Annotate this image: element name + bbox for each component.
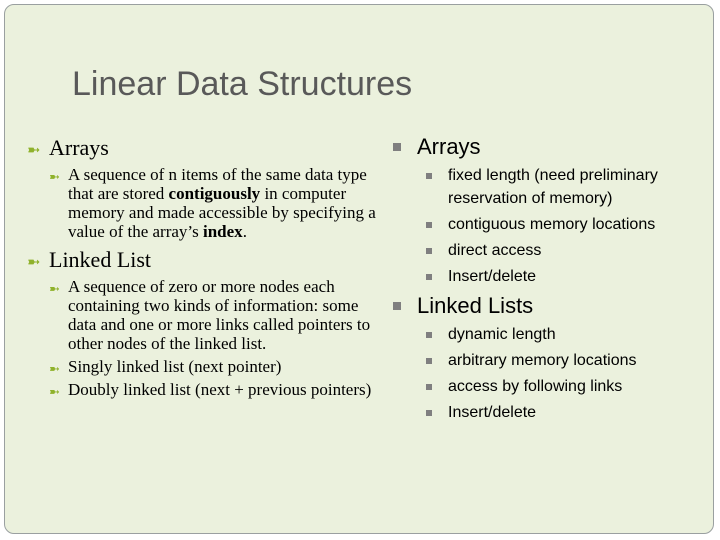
left-arrays-description <box>49 165 387 241</box>
square-bullet-icon <box>426 332 432 338</box>
right-linked-item <box>393 401 713 424</box>
arrow-bullet-icon: ➼ <box>27 142 41 159</box>
left-linked-item-text: Doubly linked list (next + previous pointers) <box>68 380 372 399</box>
right-linked-item-text: dynamic length <box>448 326 556 343</box>
right-linked-item <box>393 375 713 398</box>
left-linked-item-text: A sequence of zero or more nodes each containing two kinds of information: some data and one or more links called pointers to other nodes of the linked list. <box>68 277 371 353</box>
arrays-desc-bold-index: index <box>203 222 243 241</box>
arrow-bullet-icon: ➼ <box>49 281 60 296</box>
right-column <box>393 133 713 424</box>
slide <box>4 4 714 534</box>
right-linked-item <box>393 323 713 346</box>
right-arrays-heading <box>393 133 713 161</box>
arrow-bullet-icon: ➼ <box>49 169 60 184</box>
square-bullet-icon <box>426 410 432 416</box>
left-arrays-heading-text: Arrays <box>49 135 109 160</box>
square-bullet-icon <box>426 384 432 390</box>
right-arrays-item <box>393 239 713 262</box>
square-bullet-icon <box>426 222 432 228</box>
right-arrays-item <box>393 213 713 236</box>
left-arrays-heading <box>27 135 387 161</box>
arrow-bullet-icon: ➼ <box>49 384 60 399</box>
left-linked-item <box>49 277 387 353</box>
right-arrays-heading-text: Arrays <box>417 134 481 159</box>
right-linked-item-text: Insert/delete <box>448 404 537 421</box>
left-linked-heading-text: Linked List <box>49 247 152 272</box>
square-bullet-icon <box>426 173 432 179</box>
arrow-bullet-icon: ➼ <box>27 254 41 271</box>
right-arrays-item <box>393 265 713 288</box>
square-bullet-icon <box>426 274 432 280</box>
right-linked-heading <box>393 292 713 320</box>
left-column <box>27 135 387 399</box>
square-bullet-icon <box>393 143 401 151</box>
right-linked-heading-text: Linked Lists <box>417 293 534 318</box>
right-arrays-item <box>393 164 713 210</box>
left-linked-item <box>49 380 387 399</box>
left-linked-item-text: Singly linked list (next pointer) <box>68 357 282 376</box>
right-arrays-item-text: Insert/delete <box>448 268 537 285</box>
square-bullet-icon <box>426 358 432 364</box>
right-arrays-item-text: fixed length (need preliminary reservation of memory) <box>448 167 658 207</box>
arrays-desc-bold-contiguously: contiguously <box>168 184 261 203</box>
square-bullet-icon <box>393 302 401 310</box>
left-linked-item <box>49 357 387 376</box>
right-linked-item-text: arbitrary memory locations <box>448 352 637 369</box>
square-bullet-icon <box>426 248 432 254</box>
arrays-desc-part-3: . <box>242 222 247 241</box>
arrow-bullet-icon: ➼ <box>49 361 60 376</box>
right-arrays-item-text: contiguous memory locations <box>448 216 656 233</box>
arrays-desc-part-2: in computer memory and made accessible by specifying a value of the array’s <box>68 184 376 241</box>
arrays-desc-part-1: A sequence of n items of the same data type that are stored <box>68 165 367 203</box>
slide-title: Linear Data Structures <box>72 65 413 103</box>
right-arrays-item-text: direct access <box>448 242 542 259</box>
right-linked-item <box>393 349 713 372</box>
right-linked-item-text: access by following links <box>448 378 623 395</box>
left-linked-heading <box>27 247 387 273</box>
